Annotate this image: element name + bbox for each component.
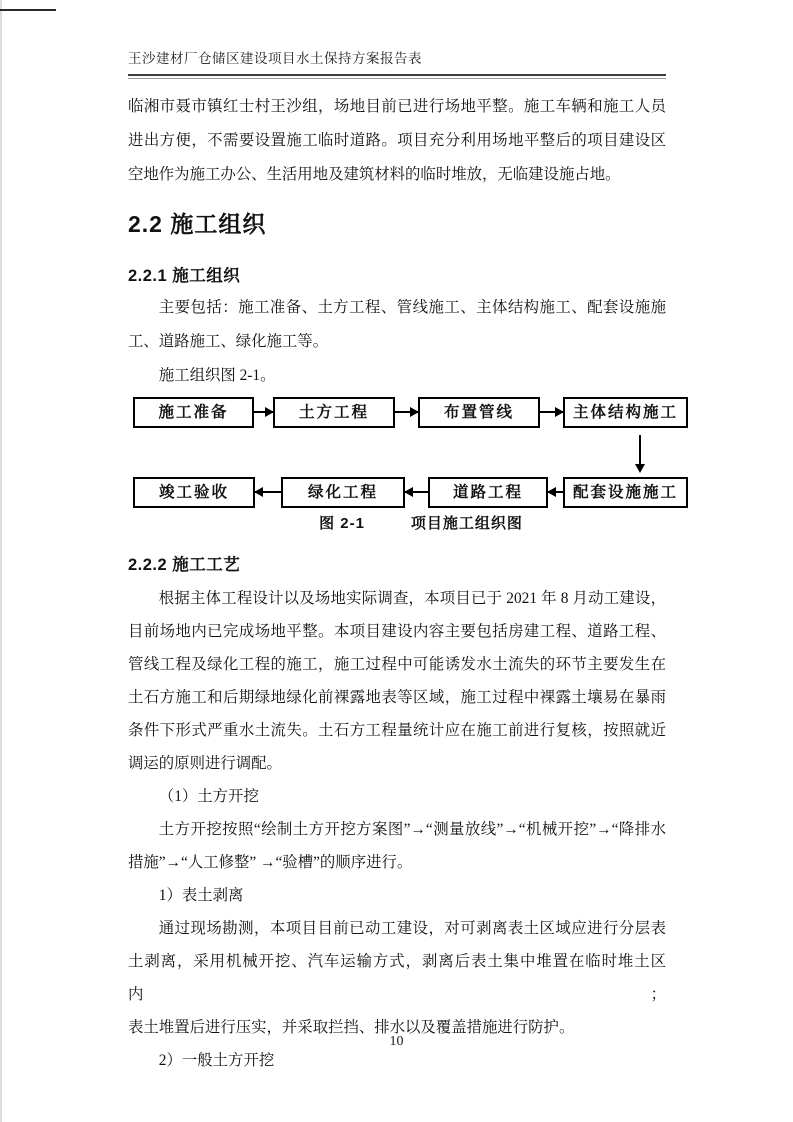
page-number: 10: [389, 1034, 404, 1049]
flow-box-greening-works: 绿化工程: [281, 477, 405, 508]
section-2-2-2-body: [128, 582, 666, 1077]
figure-caption: [176, 514, 666, 534]
figure-caption-title: 项目施工组织图: [410, 515, 523, 532]
arrow-left-icon: [548, 491, 563, 493]
flow-box-main-structure: 主体结构施工: [563, 397, 688, 428]
para-process-line-2: 目前场地内已完成场地平整。本项目建设内容主要包括房建工程、道路工程、: [128, 623, 666, 640]
flow-box-pipeline-layout: 布置管线: [418, 397, 540, 428]
para-figure-reference: 施工组织图 2-1。: [158, 367, 276, 384]
arrow-left-icon: [405, 491, 428, 493]
para-process-line-5: 条件下形式严重水土流失。土石方工程量统计应在施工前进行复核，按照就近: [128, 722, 666, 739]
para-process: [128, 582, 666, 780]
document-body: [128, 90, 678, 1077]
para-excavation-line-2: 措施”→“人工修整” →“验槽”的顺序进行。: [128, 854, 413, 871]
page-header: [128, 0, 666, 79]
page-left-edge: [0, 0, 2, 1122]
header-rule: [128, 74, 666, 79]
list-item-1: （1）土方开挖: [158, 788, 259, 805]
heading-2-2-1: 2.2.1 施工组织: [128, 267, 241, 285]
heading-2-2-2: 2.2.2 施工工艺: [128, 556, 241, 574]
para-topsoil-line-3: 表土堆置后进行压实，并采取拦挡、排水以及覆盖措施进行防护。: [128, 1019, 575, 1036]
para-excavation-line-1: 土方开挖按照“绘制土方开挖方案图”→“测量放线”→“机械开挖”→“降排水: [158, 821, 666, 838]
para-topsoil: [128, 912, 666, 1044]
header-title: 王沙建材厂仓储区建设项目水土保持方案报告表: [128, 51, 422, 66]
arrow-right-icon: [540, 411, 563, 413]
construction-flowchart: [128, 395, 690, 511]
para-intro-line-1: 临湘市聂市镇红士村王沙组，场地目前已进行场地平整。施工车辆和施工人员: [128, 98, 666, 115]
para-includes-line-2: 工、道路施工、绿化施工等。: [128, 333, 329, 350]
flow-box-supporting-facilities: 配套设施施工: [563, 477, 688, 508]
para-process-line-3: 管线工程及绿化工程的施工，施工过程中可能诱发水土流失的环节主要发生在: [128, 656, 666, 673]
para-topsoil-line-1: 通过现场勘测，本项目目前已动工建设，对可剥离表土区域应进行分层表: [158, 920, 666, 937]
flow-box-completion-acceptance: 竣工验收: [133, 477, 255, 508]
heading-2-2: 2.2 施工组织: [128, 211, 267, 237]
scan-artifact-line: [0, 9, 56, 11]
flow-box-earthwork: 土方工程: [273, 397, 395, 428]
para-includes-line-1: 主要包括：施工准备、土方工程、管线施工、主体结构施工、配套设施施: [158, 299, 666, 316]
list-item-1-2: 2）一般土方开挖: [158, 1052, 275, 1069]
list-item-1-1: 1）表土剥离: [158, 887, 244, 904]
page-footer: [0, 1034, 793, 1050]
para-intro: [128, 90, 666, 192]
para-process-line-6: 调运的原则进行调配。: [128, 755, 282, 772]
para-process-line-1: 根据主体工程设计以及场地实际调查，本项目已于 2021 年 8 月动工建设，: [158, 590, 666, 607]
arrow-left-icon: [255, 491, 281, 493]
para-topsoil-line-2: 土剥离，采用机械开挖、汽车运输方式，剥离后表土集中堆置在临时堆土区内；: [128, 953, 666, 1003]
para-excavation: [128, 813, 666, 879]
arrow-right-icon: [395, 411, 418, 413]
para-intro-line-3: 空地作为施工办公、生活用地及建筑材料的临时堆放，无临建设施占地。: [128, 166, 621, 183]
flow-box-road-works: 道路工程: [428, 477, 548, 508]
para-includes: [128, 291, 666, 359]
para-process-line-4: 土石方施工和后期绿地绿化前裸露地表等区域，施工过程中裸露土壤易在暴雨: [128, 689, 666, 706]
arrow-right-icon: [254, 411, 273, 413]
para-intro-line-2: 进出方便，不需要设置施工临时道路。项目充分利用场地平整后的项目建设区: [128, 132, 666, 149]
flow-box-construction-prep: 施工准备: [133, 397, 254, 428]
arrow-down-icon: [639, 435, 641, 464]
figure-caption-label: 图 2-1: [319, 515, 365, 532]
